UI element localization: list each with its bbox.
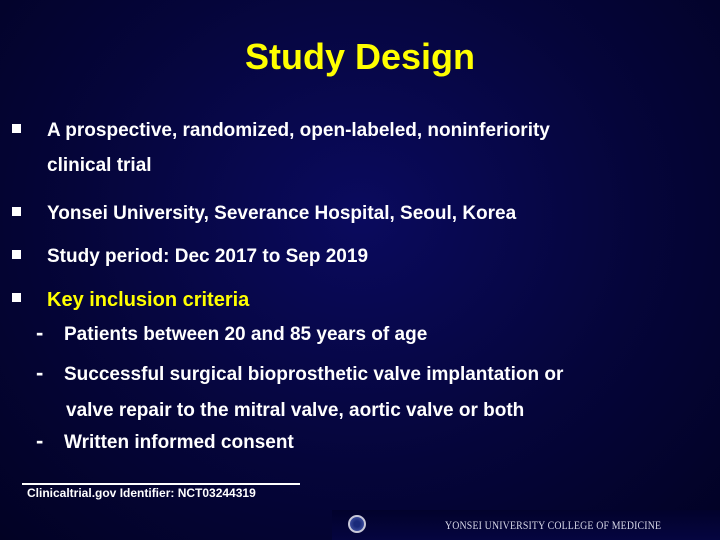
- sub-bullet-text: Patients between 20 and 85 years of age: [64, 324, 428, 345]
- sub-bullet-text: Successful surgical bioprosthetic valve implantation or: [64, 364, 564, 385]
- square-bullet-icon: [12, 207, 21, 216]
- trial-identifier: Clinicaltrial.gov Identifier: NCT03244319: [27, 486, 256, 500]
- bullet-text-continued: clinical trial: [47, 155, 152, 176]
- square-bullet-icon: [12, 293, 21, 302]
- bullet-text: Key inclusion criteria: [47, 289, 250, 311]
- bullet-text: Yonsei University, Severance Hospital, Seoul, Korea: [47, 203, 517, 224]
- square-bullet-icon: [12, 124, 21, 133]
- sub-bullet-surgery-continued: valve repair to the mitral valve, aortic valve or both: [66, 400, 525, 421]
- dash-icon: -: [36, 360, 44, 385]
- square-bullet-icon: [12, 250, 21, 259]
- slide-title: Study Design: [244, 36, 476, 77]
- bullet-text: Study period: Dec 2017 to Sep 2019: [47, 246, 369, 267]
- dash-icon: -: [36, 320, 44, 345]
- university-seal-icon: [348, 515, 366, 533]
- college-name: YONSEI UNIVERSITY COLLEGE OF MEDICINE: [445, 518, 662, 532]
- bullet-text: A prospective, randomized, open-labeled, noninferiority: [47, 120, 550, 141]
- footer-divider: [22, 483, 300, 485]
- dash-icon: -: [36, 428, 44, 453]
- sub-bullet-text: Written informed consent: [64, 432, 294, 453]
